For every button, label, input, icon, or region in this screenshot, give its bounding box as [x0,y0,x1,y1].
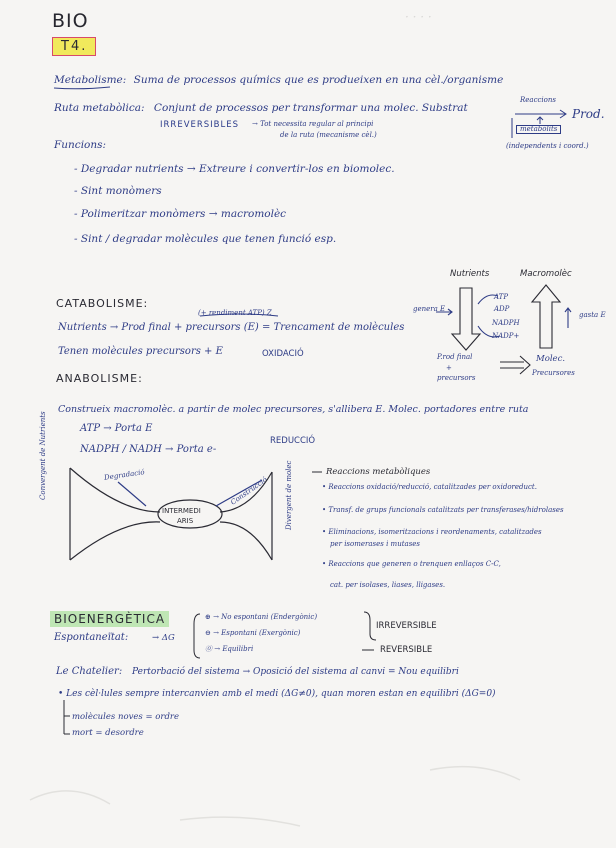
bleed-through-text: · · · · [405,10,432,24]
metabolisme-label: Metabolisme: [54,74,127,86]
reaccions-arrow-label: Reaccions [520,96,556,104]
degradation-arrow [452,288,480,350]
precursores-label: Precursores [532,369,575,377]
dg-negative-item: ⊖ → Espontani (Exergònic) [205,629,301,637]
metabolits-note: (independents i coord.) [506,142,589,150]
funcions-item: - Degradar nutrients → Extreure i convertir-los en biomolec. [74,163,395,175]
bowtie-top-left [70,468,160,512]
biosynthesis-arrow [532,285,560,348]
topic-label: T4. [52,37,96,56]
delta-g-label: → ΔG [152,633,175,643]
bowtie-degradacio: Degradació [103,468,146,482]
anabolisme-line-1: Construeix macromolèc. a partir de molec precursores, s'allibera E. Molec. portadores entre ruta [58,404,529,415]
oxidacio-label: OXIDACIÓ [262,349,304,359]
reaccions-title: Reaccions metabòliques [326,467,431,477]
bowtie-construccio: Construcció [229,475,269,507]
gasta-arrow [565,308,571,328]
bowtie-right-label: Divergent de molec [285,460,293,530]
reduccio-label: REDUCCIÓ [270,436,316,446]
bowtie-bottom-right [220,522,272,560]
molec-label: Molec. [536,354,566,364]
metabolits-up-arrow [537,117,543,124]
irreversible-label: IRREVERSIBLE [376,621,437,631]
nadph-cycle [478,326,500,337]
molecules-noves: molècules noves = ordre [72,712,180,722]
nadph-label: NADPH [492,319,520,327]
reaccions-item: • Reaccions oxidació/reducció, catalitzades per oxidoreduct. [322,483,537,491]
reaccions-item: • Reaccions que generen o trenquen enllaços C-C, [322,560,501,568]
funcions-item: - Sint / degradar molècules que tenen funció esp. [74,233,337,245]
atp-cycle [478,295,498,304]
reaccions-item: • Transf. de grups funcionals catalitzats per transferases/hidrolases [322,506,564,514]
reaccions-item: • Eliminacions, isomeritzacions i reordenaments, catalitzades [322,528,542,536]
nadph-item: NADPH / NADH → Porta e- [80,444,217,455]
double-arrow [500,356,530,374]
funcions-item: - Sint monòmers [74,185,162,197]
genera-arrow [436,309,452,315]
adp-label: ADP [494,305,510,313]
macromolec-label: Macromolèc [520,269,572,279]
metabolisme-underline [54,87,110,89]
bleed-through-mark [30,791,110,804]
dg-zero-item: ⓪ → Equilibri [205,645,254,653]
reaccions-item: cat. per isolases, liases, lligases. [330,581,446,589]
metabolisme-text: Suma de processos químics que es produeixen en una cèl./organisme [133,74,504,86]
espontaneitat-label: Espontaneïtat: [54,632,129,643]
anabolisme-title: ANABOLISME: [56,372,143,385]
bowtie-center-ellipse [158,500,222,528]
precursors-label: precursors [437,374,476,382]
ruta-text: Conjunt de processos per transformar una molec. Substrat [153,102,468,114]
funcions-title: Funcions: [54,139,107,151]
catabolisme-title: CATABOLISME: [56,297,149,310]
right-diagram [436,285,571,374]
subject-heading: BIO [52,10,89,32]
catabolisme-line-1: Nutrients → Prod final + precursors (E) = Trencament de molècules [58,322,405,333]
genera-e-label: genera E [413,305,446,313]
bowtie-bottom-left [70,522,160,560]
atp-item: ATP → Porta E [80,423,153,434]
irrev-note-2: de la ruta (mecanisme cèl.) [280,131,377,139]
bleed-through-mark [180,817,300,826]
chatelier-label: Le Chatelier: [56,666,123,677]
bowtie-top-right [220,472,272,512]
prod-label: Prod. [572,107,605,121]
degradacio-pointer [118,482,146,506]
nutrients-label: Nutrients [450,269,490,279]
dg-brace [194,614,200,658]
funcions-item: - Polimeritzar monòmers → macromolèc [74,208,287,220]
irrev-note-1: → Tot necessita regular al principi [252,120,374,128]
gasta-e-label: gasta E [579,311,606,319]
bowtie-center-1: INTERMEDI [162,507,201,515]
reaccions-item: per isomerases i mutases [330,540,421,548]
cells-brace [64,700,70,734]
irreversibles-label: IRREVERSIBLES [160,120,240,130]
catabolisme-line-2: Tenen molècules precursors + E [58,346,223,357]
catabolisme-brace [200,314,278,316]
atp-label: ATP [494,293,509,301]
bleed-through-mark [430,767,520,780]
mort-desordre: mort = desordre [72,728,144,738]
chatelier-text: Pertorbació del sistema → Oposició del sistema al canvi = Nou equilibri [132,667,459,677]
bowtie-center-2: ARIS [177,517,194,525]
metabolits-box: metabòlits [516,125,561,134]
dg-positive-item: ⊕ → No espontani (Endergònic) [205,613,318,621]
cells-line: • Les cèl·lules sempre intercanvien amb el medi (ΔG≠0), quan moren estan en equilibri (ΔG=0) [58,689,496,699]
irreversible-brace [364,612,376,640]
ruta-label: Ruta metabòlica: [54,102,145,114]
reversible-label: REVERSIBLE [380,645,433,655]
bowtie-left-label: Convergent de Nutrients [39,411,47,500]
prod-final-label: P.rod final [437,353,473,361]
bowtie-diagram [70,468,272,560]
nadp-label: NADP+ [492,332,520,340]
construccio-pointer [216,480,262,506]
catabolisme-note: (+ rendiment ATP) Z [198,309,272,317]
plus-label: + [446,364,452,372]
bioenergetica-title: BIOENERGÈTICA [50,611,169,627]
